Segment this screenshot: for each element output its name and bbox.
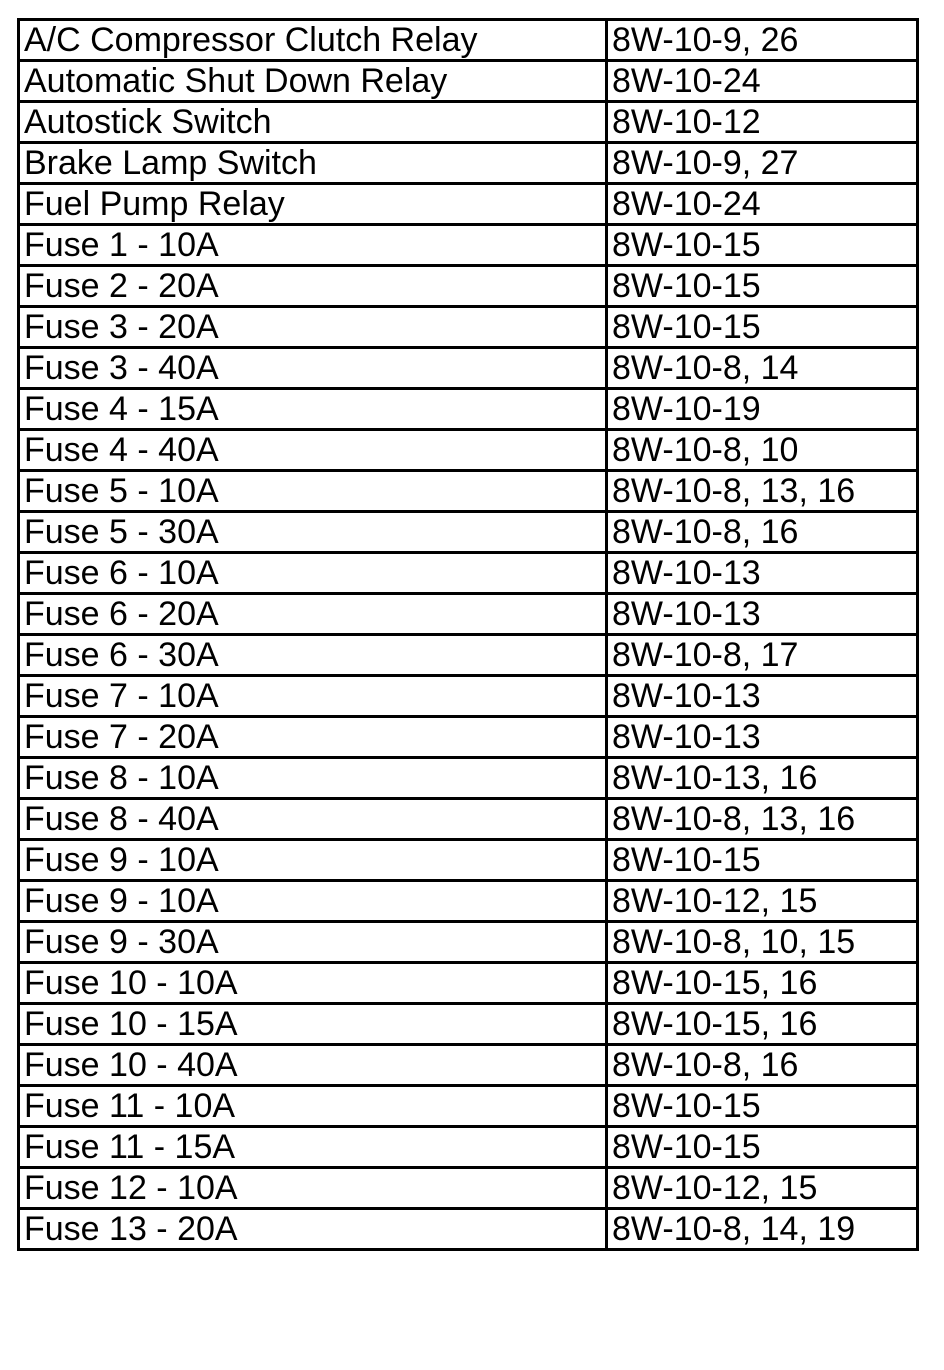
reference-cell: 8W-10-12 (607, 102, 918, 143)
reference-cell: 8W-10-15 (607, 1086, 918, 1127)
table-row (19, 61, 918, 102)
reference-cell: 8W-10-15, 16 (607, 1004, 918, 1045)
reference-cell: 8W-10-15 (607, 307, 918, 348)
table-row (19, 143, 918, 184)
table-row (19, 102, 918, 143)
table-row (19, 553, 918, 594)
component-cell: Automatic Shut Down Relay (19, 61, 607, 102)
component-cell: Fuse 4 - 15A (19, 389, 607, 430)
table-row (19, 1168, 918, 1209)
component-cell: Fuse 4 - 40A (19, 430, 607, 471)
table-row (19, 348, 918, 389)
component-cell: Fuse 7 - 20A (19, 717, 607, 758)
component-cell: Fuse 9 - 10A (19, 840, 607, 881)
table-row (19, 963, 918, 1004)
component-cell: Fuse 10 - 15A (19, 1004, 607, 1045)
table-row (19, 266, 918, 307)
component-cell: Fuse 5 - 30A (19, 512, 607, 553)
table-row (19, 1086, 918, 1127)
reference-cell: 8W-10-13 (607, 553, 918, 594)
component-cell: Fuse 7 - 10A (19, 676, 607, 717)
component-cell: Brake Lamp Switch (19, 143, 607, 184)
reference-cell: 8W-10-9, 26 (607, 20, 918, 61)
reference-cell: 8W-10-8, 13, 16 (607, 799, 918, 840)
table-row (19, 758, 918, 799)
reference-cell: 8W-10-15 (607, 1127, 918, 1168)
reference-cell: 8W-10-13 (607, 676, 918, 717)
reference-cell: 8W-10-15 (607, 225, 918, 266)
reference-cell: 8W-10-8, 14, 19 (607, 1209, 918, 1250)
reference-cell: 8W-10-15 (607, 266, 918, 307)
table-row (19, 20, 918, 61)
component-cell: A/C Compressor Clutch Relay (19, 20, 607, 61)
table-row (19, 307, 918, 348)
table-row (19, 184, 918, 225)
reference-cell: 8W-10-8, 10, 15 (607, 922, 918, 963)
reference-cell: 8W-10-19 (607, 389, 918, 430)
component-cell: Autostick Switch (19, 102, 607, 143)
reference-cell: 8W-10-8, 14 (607, 348, 918, 389)
component-cell: Fuse 6 - 20A (19, 594, 607, 635)
component-cell: Fuse 11 - 15A (19, 1127, 607, 1168)
table-body (19, 20, 918, 1250)
table-row (19, 225, 918, 266)
component-cell: Fuse 2 - 20A (19, 266, 607, 307)
reference-cell: 8W-10-12, 15 (607, 881, 918, 922)
table-row (19, 676, 918, 717)
component-cell: Fuse 3 - 20A (19, 307, 607, 348)
table-row (19, 594, 918, 635)
reference-cell: 8W-10-8, 13, 16 (607, 471, 918, 512)
component-cell: Fuse 5 - 10A (19, 471, 607, 512)
table-row (19, 840, 918, 881)
table-row (19, 512, 918, 553)
component-cell: Fuse 6 - 30A (19, 635, 607, 676)
reference-cell: 8W-10-12, 15 (607, 1168, 918, 1209)
table-row (19, 635, 918, 676)
table-row (19, 1209, 918, 1250)
table-row (19, 1127, 918, 1168)
component-cell: Fuse 3 - 40A (19, 348, 607, 389)
component-cell: Fuse 11 - 10A (19, 1086, 607, 1127)
reference-cell: 8W-10-13, 16 (607, 758, 918, 799)
component-cell: Fuse 12 - 10A (19, 1168, 607, 1209)
reference-cell: 8W-10-8, 10 (607, 430, 918, 471)
component-cell: Fuse 10 - 40A (19, 1045, 607, 1086)
reference-cell: 8W-10-13 (607, 717, 918, 758)
component-cell: Fuse 8 - 40A (19, 799, 607, 840)
table-row (19, 389, 918, 430)
component-cell: Fuel Pump Relay (19, 184, 607, 225)
table-row (19, 881, 918, 922)
reference-cell: 8W-10-13 (607, 594, 918, 635)
table-row (19, 717, 918, 758)
table-row (19, 471, 918, 512)
component-cell: Fuse 9 - 10A (19, 881, 607, 922)
component-cell: Fuse 6 - 10A (19, 553, 607, 594)
reference-cell: 8W-10-24 (607, 61, 918, 102)
reference-cell: 8W-10-8, 17 (607, 635, 918, 676)
component-cell: Fuse 8 - 10A (19, 758, 607, 799)
component-index-table (17, 18, 919, 1251)
component-cell: Fuse 13 - 20A (19, 1209, 607, 1250)
reference-cell: 8W-10-8, 16 (607, 1045, 918, 1086)
reference-cell: 8W-10-15, 16 (607, 963, 918, 1004)
reference-cell: 8W-10-9, 27 (607, 143, 918, 184)
component-cell: Fuse 1 - 10A (19, 225, 607, 266)
component-cell: Fuse 10 - 10A (19, 963, 607, 1004)
reference-cell: 8W-10-24 (607, 184, 918, 225)
table-row (19, 1045, 918, 1086)
reference-cell: 8W-10-15 (607, 840, 918, 881)
table-row (19, 799, 918, 840)
table-row (19, 430, 918, 471)
component-cell: Fuse 9 - 30A (19, 922, 607, 963)
reference-cell: 8W-10-8, 16 (607, 512, 918, 553)
table-row (19, 1004, 918, 1045)
table-row (19, 922, 918, 963)
